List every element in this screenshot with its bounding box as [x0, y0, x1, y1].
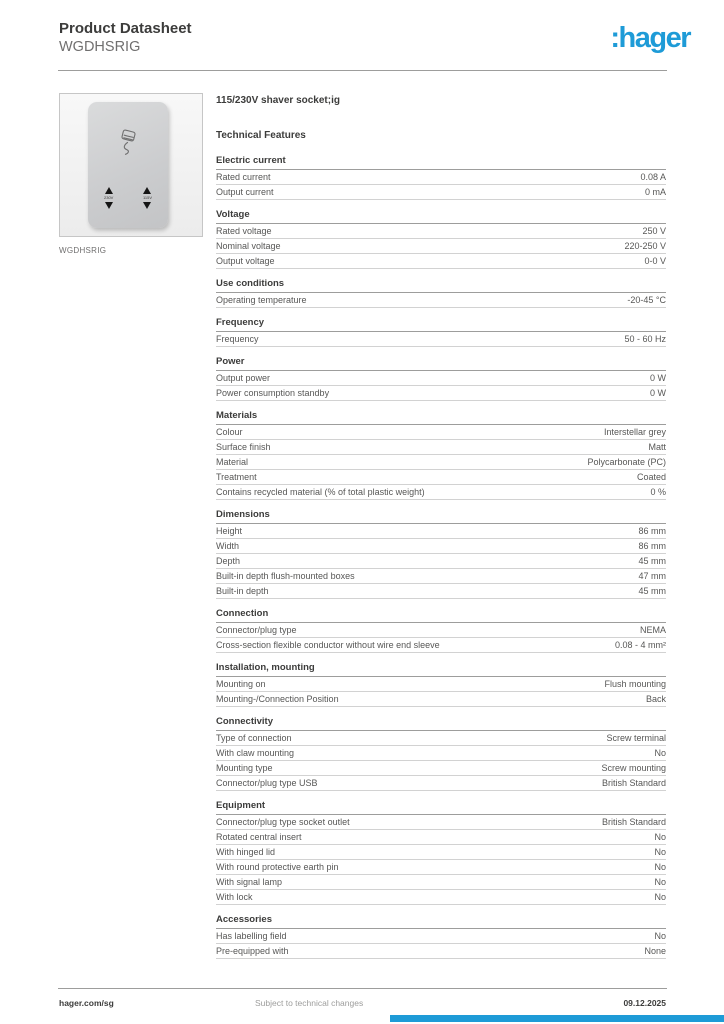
- spec-sections: [216, 155, 666, 959]
- spec-row: [216, 929, 666, 944]
- spec-label: Mounting type: [216, 763, 273, 773]
- section-heading: Dimensions: [216, 509, 666, 524]
- spec-label: Cross-section flexible conductor without wire end sleeve: [216, 640, 440, 650]
- spec-label: Output voltage: [216, 256, 275, 266]
- spec-value: No: [654, 832, 666, 842]
- page-title: Product Datasheet: [59, 20, 192, 37]
- spec-section: [216, 317, 666, 347]
- footer-divider: [58, 988, 667, 989]
- spec-row: [216, 677, 666, 692]
- spec-value: None: [644, 946, 666, 956]
- footer-website-link[interactable]: hager.com/sg: [59, 998, 114, 1008]
- spec-label: Rated current: [216, 172, 271, 182]
- spec-row: [216, 845, 666, 860]
- slot-pin-up-icon: [143, 187, 151, 194]
- spec-row: [216, 524, 666, 539]
- section-heading: Accessories: [216, 914, 666, 929]
- section-heading: Equipment: [216, 800, 666, 815]
- section-heading: Voltage: [216, 209, 666, 224]
- spec-row: [216, 539, 666, 554]
- footer-accent-bar: [390, 1015, 724, 1022]
- spec-value: -20-45 °C: [627, 295, 666, 305]
- spec-section: [216, 914, 666, 959]
- spec-row: [216, 371, 666, 386]
- spec-value: 250 V: [642, 226, 666, 236]
- footer-date: 09.12.2025: [623, 998, 666, 1008]
- spec-label: Pre-equipped with: [216, 946, 289, 956]
- spec-value: 0 W: [649, 373, 666, 383]
- spec-value: No: [654, 877, 666, 887]
- spec-row: [216, 944, 666, 959]
- shaver-socket-faceplate: [88, 102, 168, 228]
- spec-row: [216, 455, 666, 470]
- header-divider: [58, 70, 667, 71]
- spec-value: 0-0 V: [644, 256, 666, 266]
- spec-section: [216, 278, 666, 308]
- spec-label: Material: [216, 457, 249, 467]
- spec-value: Coated: [636, 472, 666, 482]
- spec-label: Frequency: [216, 334, 259, 344]
- spec-row: [216, 224, 666, 239]
- spec-label: Power consumption standby: [216, 388, 330, 398]
- spec-section: [216, 356, 666, 401]
- spec-section: [216, 209, 666, 269]
- section-heading: Materials: [216, 410, 666, 425]
- spec-label: Surface finish: [216, 442, 271, 452]
- spec-row: [216, 254, 666, 269]
- spec-row: [216, 185, 666, 200]
- slot-pin-up-icon: [105, 187, 113, 194]
- spec-row: [216, 746, 666, 761]
- page-header: [59, 20, 690, 70]
- spec-row: [216, 554, 666, 569]
- spec-label: Colour: [216, 427, 243, 437]
- spec-row: [216, 239, 666, 254]
- spec-label: Output current: [216, 187, 274, 197]
- product-image: [59, 93, 203, 237]
- spec-label: Width: [216, 541, 240, 551]
- spec-label: With round protective earth pin: [216, 862, 339, 872]
- spec-value: Matt: [648, 442, 666, 452]
- spec-label: With lock: [216, 892, 253, 902]
- section-heading: Use conditions: [216, 278, 666, 293]
- spec-label: Built-in depth flush-mounted boxes: [216, 571, 355, 581]
- spec-value: 0 %: [650, 487, 666, 497]
- spec-label: With signal lamp: [216, 877, 283, 887]
- spec-label: With claw mounting: [216, 748, 295, 758]
- spec-row: [216, 440, 666, 455]
- spec-value: 86 mm: [638, 541, 666, 551]
- shaver-icon: [115, 128, 141, 165]
- spec-row: [216, 890, 666, 905]
- product-reference: WGDHSRIG: [59, 39, 141, 55]
- spec-row: [216, 425, 666, 440]
- spec-row: [216, 761, 666, 776]
- spec-value: No: [654, 748, 666, 758]
- hager-logo: :hager: [610, 22, 690, 54]
- spec-value: 0.08 - 4 mm²: [614, 640, 666, 650]
- spec-label: Built-in depth: [216, 586, 269, 596]
- spec-value: Interstellar grey: [603, 427, 666, 437]
- spec-value: 0.08 A: [640, 172, 666, 182]
- spec-value: 0 W: [649, 388, 666, 398]
- spec-column: [216, 95, 666, 968]
- section-heading: Power: [216, 356, 666, 371]
- spec-row: [216, 815, 666, 830]
- spec-label: Rated voltage: [216, 226, 272, 236]
- section-heading: Frequency: [216, 317, 666, 332]
- spec-value: No: [654, 931, 666, 941]
- spec-value: Back: [645, 694, 666, 704]
- spec-value: NEMA: [639, 625, 666, 635]
- spec-value: Screw terminal: [606, 733, 666, 743]
- spec-label: Output power: [216, 373, 271, 383]
- slot-label-230v: 230V: [104, 195, 114, 200]
- product-image-column: [59, 93, 205, 255]
- spec-value: Screw mounting: [601, 763, 666, 773]
- spec-value: British Standard: [601, 778, 666, 788]
- spec-value: British Standard: [601, 817, 666, 827]
- spec-label: Rotated central insert: [216, 832, 302, 842]
- spec-value: Flush mounting: [604, 679, 666, 689]
- spec-section: [216, 716, 666, 791]
- spec-value: 220-250 V: [624, 241, 666, 251]
- spec-row: [216, 386, 666, 401]
- spec-section: [216, 608, 666, 653]
- socket-slots: [88, 187, 168, 209]
- spec-value: 50 - 60 Hz: [624, 334, 666, 344]
- section-heading: Connectivity: [216, 716, 666, 731]
- spec-label: Height: [216, 526, 243, 536]
- spec-value: 0 mA: [644, 187, 666, 197]
- product-title: 115/230V shaver socket;ig: [216, 95, 340, 106]
- spec-row: [216, 875, 666, 890]
- spec-row: [216, 692, 666, 707]
- spec-label: Depth: [216, 556, 241, 566]
- spec-label: Type of connection: [216, 733, 292, 743]
- spec-label: Treatment: [216, 472, 257, 482]
- section-heading: Electric current: [216, 155, 666, 170]
- spec-label: Connector/plug type socket outlet: [216, 817, 350, 827]
- spec-label: Mounting on: [216, 679, 266, 689]
- spec-row: [216, 485, 666, 500]
- spec-label: With hinged lid: [216, 847, 276, 857]
- section-heading: Installation, mounting: [216, 662, 666, 677]
- spec-label: Nominal voltage: [216, 241, 281, 251]
- product-image-caption: WGDHSRIG: [59, 246, 107, 255]
- spec-value: 45 mm: [638, 556, 666, 566]
- spec-label: Operating temperature: [216, 295, 307, 305]
- spec-section: [216, 410, 666, 500]
- socket-slot-230v: [104, 187, 113, 209]
- slot-label-115v: 115V: [142, 195, 152, 200]
- spec-row: [216, 332, 666, 347]
- spec-row: [216, 860, 666, 875]
- spec-row: [216, 731, 666, 746]
- slot-pin-down-icon: [105, 202, 113, 209]
- spec-row: [216, 470, 666, 485]
- spec-label: Has labelling field: [216, 931, 287, 941]
- slot-pin-down-icon: [143, 202, 151, 209]
- spec-value: No: [654, 862, 666, 872]
- spec-row: [216, 638, 666, 653]
- technical-features-heading: Technical Features: [216, 130, 306, 141]
- section-heading: Connection: [216, 608, 666, 623]
- spec-value: No: [654, 892, 666, 902]
- page-footer: [59, 998, 666, 1012]
- footer-notice: Subject to technical changes: [255, 998, 364, 1008]
- spec-label: Connector/plug type USB: [216, 778, 318, 788]
- spec-row: [216, 569, 666, 584]
- spec-row: [216, 776, 666, 791]
- spec-row: [216, 584, 666, 599]
- spec-value: Polycarbonate (PC): [587, 457, 666, 467]
- spec-section: [216, 800, 666, 905]
- spec-section: [216, 155, 666, 200]
- spec-row: [216, 293, 666, 308]
- spec-value: No: [654, 847, 666, 857]
- spec-row: [216, 830, 666, 845]
- spec-value: 86 mm: [638, 526, 666, 536]
- spec-label: Connector/plug type: [216, 625, 297, 635]
- spec-section: [216, 509, 666, 599]
- spec-row: [216, 170, 666, 185]
- spec-label: Contains recycled material (% of total plastic weight): [216, 487, 425, 497]
- socket-slot-115v: [143, 187, 152, 209]
- spec-value: 47 mm: [638, 571, 666, 581]
- spec-label: Mounting-/Connection Position: [216, 694, 339, 704]
- spec-row: [216, 623, 666, 638]
- spec-value: 45 mm: [638, 586, 666, 596]
- spec-section: [216, 662, 666, 707]
